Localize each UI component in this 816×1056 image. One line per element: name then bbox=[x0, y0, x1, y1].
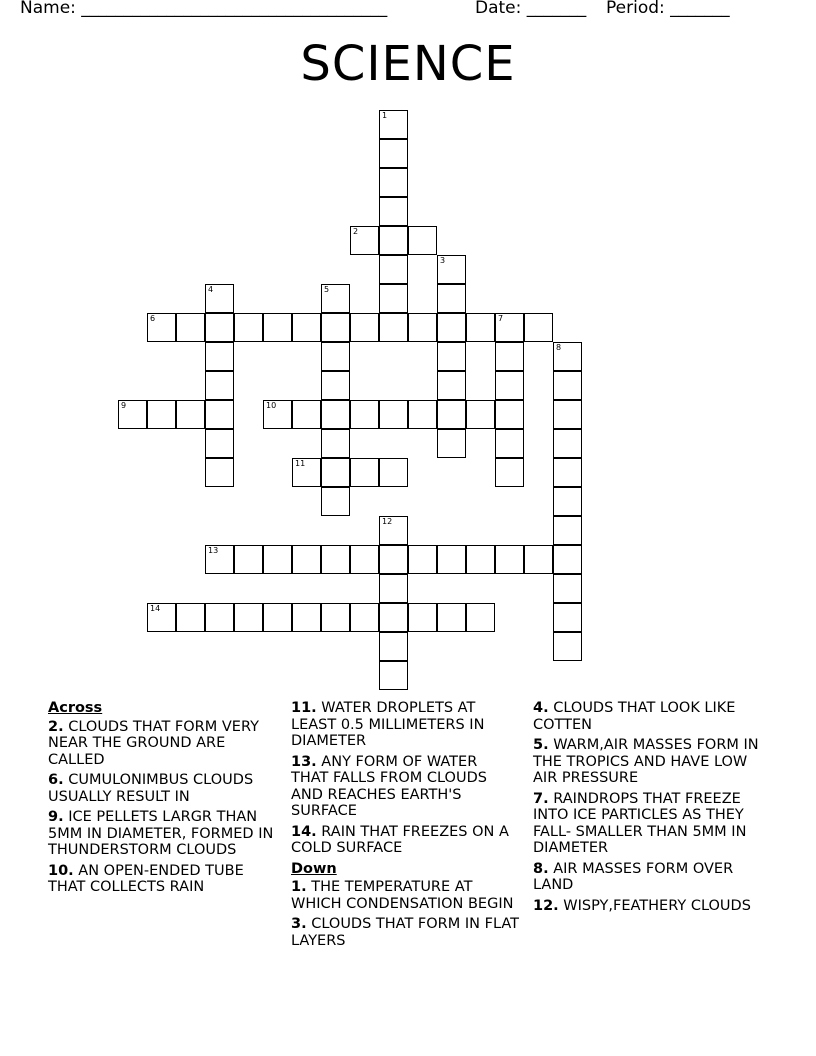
cell-number: 3 bbox=[440, 256, 446, 265]
clue-down-7 bbox=[533, 791, 759, 857]
page-title: SCIENCE bbox=[300, 36, 516, 92]
grid-cell[interactable] bbox=[437, 545, 466, 574]
clue-down-8 bbox=[533, 861, 759, 894]
cell-number: 14 bbox=[150, 604, 161, 613]
grid-cell[interactable] bbox=[147, 603, 176, 632]
grid-cell[interactable] bbox=[553, 516, 582, 545]
period-field-label[interactable]: Period: _______ bbox=[606, 0, 730, 18]
grid-cell[interactable] bbox=[205, 400, 234, 429]
grid-cell[interactable] bbox=[495, 400, 524, 429]
grid-cell[interactable] bbox=[379, 110, 408, 139]
clue-text: AN OPEN-ENDED TUBE THAT COLLECTS RAIN bbox=[48, 862, 244, 895]
grid-cell[interactable] bbox=[437, 400, 466, 429]
clues-column-2 bbox=[291, 700, 519, 953]
grid-cell[interactable] bbox=[495, 458, 524, 487]
grid-cell[interactable] bbox=[234, 313, 263, 342]
grid-cell[interactable] bbox=[205, 458, 234, 487]
clue-number: 5. bbox=[533, 737, 549, 753]
grid-cell[interactable] bbox=[205, 371, 234, 400]
grid-cell[interactable] bbox=[437, 313, 466, 342]
clue-down-12 bbox=[533, 898, 759, 915]
grid-cell[interactable] bbox=[292, 458, 321, 487]
clue-number: 11. bbox=[291, 700, 317, 716]
grid-cell[interactable] bbox=[466, 603, 495, 632]
clue-text: WATER DROPLETS AT LEAST 0.5 MILLIMETERS IN DIAMETER bbox=[291, 700, 485, 749]
grid-cell[interactable] bbox=[437, 371, 466, 400]
grid-cell[interactable] bbox=[524, 313, 553, 342]
grid-cell[interactable] bbox=[350, 603, 379, 632]
grid-cell[interactable] bbox=[205, 603, 234, 632]
grid-cell[interactable] bbox=[408, 226, 437, 255]
cell-number: 6 bbox=[150, 314, 156, 323]
clue-text: RAINDROPS THAT FREEZE INTO ICE PARTICLES AS THEY FALL- SMALLER THAN 5MM IN DIAMETER bbox=[533, 790, 747, 856]
grid-cell[interactable] bbox=[321, 429, 350, 458]
clue-text: CUMULONIMBUS CLOUDS USUALLY RESULT IN bbox=[48, 772, 254, 805]
clue-text: THE TEMPERATURE AT WHICH CONDENSATION BEGIN bbox=[291, 879, 514, 912]
clue-across-11 bbox=[291, 700, 519, 750]
grid-cell[interactable] bbox=[147, 313, 176, 342]
grid-cell[interactable] bbox=[553, 429, 582, 458]
grid-cell[interactable] bbox=[321, 342, 350, 371]
grid-cell[interactable] bbox=[118, 400, 147, 429]
clue-across-6 bbox=[48, 772, 280, 805]
grid-cell[interactable] bbox=[437, 603, 466, 632]
grid-cell[interactable] bbox=[147, 400, 176, 429]
grid-cell[interactable] bbox=[408, 603, 437, 632]
cell-number: 1 bbox=[382, 111, 388, 120]
grid-cell[interactable] bbox=[379, 574, 408, 603]
grid-cell[interactable] bbox=[379, 313, 408, 342]
cell-number: 11 bbox=[295, 459, 306, 468]
grid-cell[interactable] bbox=[466, 400, 495, 429]
grid-cell[interactable] bbox=[524, 545, 553, 574]
clue-number: 6. bbox=[48, 772, 64, 788]
grid-cell[interactable] bbox=[379, 226, 408, 255]
grid-cell[interactable] bbox=[553, 458, 582, 487]
grid-cell[interactable] bbox=[379, 284, 408, 313]
cell-number: 13 bbox=[208, 546, 219, 555]
grid-cell[interactable] bbox=[379, 545, 408, 574]
grid-cell[interactable] bbox=[495, 371, 524, 400]
grid-cell[interactable] bbox=[437, 342, 466, 371]
across-heading: Across bbox=[48, 700, 103, 716]
clue-across-10 bbox=[48, 863, 280, 896]
grid-cell[interactable] bbox=[495, 313, 524, 342]
clue-across-2 bbox=[48, 719, 280, 769]
clue-text: WISPY,FEATHERY CLOUDS bbox=[563, 897, 751, 914]
grid-cell[interactable] bbox=[321, 313, 350, 342]
grid-cell[interactable] bbox=[321, 545, 350, 574]
clue-down-4 bbox=[533, 700, 759, 733]
grid-cell[interactable] bbox=[205, 342, 234, 371]
grid-cell[interactable] bbox=[263, 313, 292, 342]
grid-cell[interactable] bbox=[553, 400, 582, 429]
grid-cell[interactable] bbox=[321, 371, 350, 400]
cell-number: 9 bbox=[121, 401, 127, 410]
clue-number: 1. bbox=[291, 879, 307, 895]
down-heading: Down bbox=[291, 860, 337, 877]
grid-cell[interactable] bbox=[176, 603, 205, 632]
grid-cell[interactable] bbox=[234, 545, 263, 574]
cell-number: 5 bbox=[324, 285, 330, 294]
cell-number: 2 bbox=[353, 227, 359, 236]
grid-cell[interactable] bbox=[553, 574, 582, 603]
clue-number: 8. bbox=[533, 860, 549, 877]
grid-cell[interactable] bbox=[553, 632, 582, 661]
clue-number: 2. bbox=[48, 718, 64, 735]
clue-down-5 bbox=[533, 737, 759, 787]
grid-cell[interactable] bbox=[379, 197, 408, 226]
cell-number: 10 bbox=[266, 401, 277, 410]
grid-cell[interactable] bbox=[263, 603, 292, 632]
clues-column-1 bbox=[48, 700, 280, 900]
grid-cell[interactable] bbox=[234, 603, 263, 632]
grid-cell[interactable] bbox=[321, 458, 350, 487]
clue-number: 14. bbox=[291, 823, 317, 840]
grid-cell[interactable] bbox=[321, 603, 350, 632]
cell-number: 8 bbox=[556, 343, 562, 352]
grid-cell[interactable] bbox=[379, 661, 408, 690]
grid-cell[interactable] bbox=[350, 545, 379, 574]
clues-column-3 bbox=[533, 700, 759, 918]
grid-cell[interactable] bbox=[553, 603, 582, 632]
grid-cell[interactable] bbox=[553, 487, 582, 516]
clue-text: ICE PELLETS LARGR THAN 5MM IN DIAMETER, FORMED IN THUNDERSTORM CLOUDS bbox=[48, 809, 274, 858]
grid-cell[interactable] bbox=[321, 400, 350, 429]
grid-cell[interactable] bbox=[379, 516, 408, 545]
grid-cell[interactable] bbox=[176, 400, 205, 429]
clue-number: 4. bbox=[533, 700, 549, 716]
grid-cell[interactable] bbox=[437, 284, 466, 313]
grid-cell[interactable] bbox=[495, 342, 524, 371]
cell-number: 4 bbox=[208, 285, 214, 294]
clue-number: 12. bbox=[533, 897, 559, 914]
grid-cell[interactable] bbox=[292, 400, 321, 429]
clue-text: ANY FORM OF WATER THAT FALLS FROM CLOUDS AND REACHES EARTH'S SURFACE bbox=[291, 753, 487, 819]
grid-cell[interactable] bbox=[553, 371, 582, 400]
clue-number: 3. bbox=[291, 916, 307, 932]
grid-cell[interactable] bbox=[292, 313, 321, 342]
grid-cell[interactable] bbox=[176, 313, 205, 342]
clue-text: CLOUDS THAT FORM VERY NEAR THE GROUND ARE CALLED bbox=[48, 718, 259, 768]
clue-across-14 bbox=[291, 824, 519, 857]
grid-cell[interactable] bbox=[379, 603, 408, 632]
clue-across-9 bbox=[48, 809, 280, 859]
clue-text: AIR MASSES FORM OVER LAND bbox=[533, 860, 734, 893]
grid-cell[interactable] bbox=[466, 313, 495, 342]
clue-down-3 bbox=[291, 916, 519, 949]
grid-cell[interactable] bbox=[379, 168, 408, 197]
grid-cell[interactable] bbox=[379, 139, 408, 168]
grid-cell[interactable] bbox=[408, 313, 437, 342]
grid-cell[interactable] bbox=[292, 603, 321, 632]
grid-cell[interactable] bbox=[263, 400, 292, 429]
grid-cell[interactable] bbox=[379, 255, 408, 284]
grid-cell[interactable] bbox=[350, 313, 379, 342]
grid-cell[interactable] bbox=[205, 284, 234, 313]
grid-cell[interactable] bbox=[466, 545, 495, 574]
grid-cell[interactable] bbox=[321, 284, 350, 313]
clue-text: RAIN THAT FREEZES ON A COLD SURFACE bbox=[291, 823, 509, 856]
grid-cell[interactable] bbox=[379, 400, 408, 429]
grid-cell[interactable] bbox=[495, 429, 524, 458]
date-field-label[interactable]: Date: _______ bbox=[475, 0, 587, 18]
grid-cell[interactable] bbox=[553, 545, 582, 574]
clue-number: 13. bbox=[291, 753, 317, 770]
grid-cell[interactable] bbox=[495, 545, 524, 574]
clue-number: 10. bbox=[48, 862, 74, 879]
clue-text: WARM,AIR MASSES FORM IN THE TROPICS AND HAVE LOW AIR PRESSURE bbox=[533, 737, 759, 786]
grid-cell[interactable] bbox=[437, 429, 466, 458]
clue-text: CLOUDS THAT FORM IN FLAT LAYERS bbox=[291, 916, 520, 949]
grid-cell[interactable] bbox=[292, 545, 321, 574]
grid-cell[interactable] bbox=[408, 545, 437, 574]
name-field-label[interactable]: Name: ____________________________________ bbox=[20, 0, 388, 18]
grid-cell[interactable] bbox=[379, 458, 408, 487]
clue-number: 9. bbox=[48, 809, 64, 825]
grid-cell[interactable] bbox=[350, 400, 379, 429]
grid-cell[interactable] bbox=[408, 400, 437, 429]
grid-cell[interactable] bbox=[379, 632, 408, 661]
grid-cell[interactable] bbox=[321, 487, 350, 516]
clue-number: 7. bbox=[533, 790, 549, 807]
grid-cell[interactable] bbox=[350, 226, 379, 255]
grid-cell[interactable] bbox=[350, 458, 379, 487]
clue-across-13 bbox=[291, 754, 519, 820]
cell-number: 7 bbox=[498, 314, 504, 323]
grid-cell[interactable] bbox=[437, 255, 466, 284]
grid-cell[interactable] bbox=[205, 313, 234, 342]
grid-cell[interactable] bbox=[205, 429, 234, 458]
grid-cell[interactable] bbox=[205, 545, 234, 574]
grid-cell[interactable] bbox=[263, 545, 292, 574]
clue-text: CLOUDS THAT LOOK LIKE COTTEN bbox=[533, 700, 736, 733]
grid-cell[interactable] bbox=[553, 342, 582, 371]
cell-number: 12 bbox=[382, 517, 393, 526]
clue-down-1 bbox=[291, 879, 519, 912]
